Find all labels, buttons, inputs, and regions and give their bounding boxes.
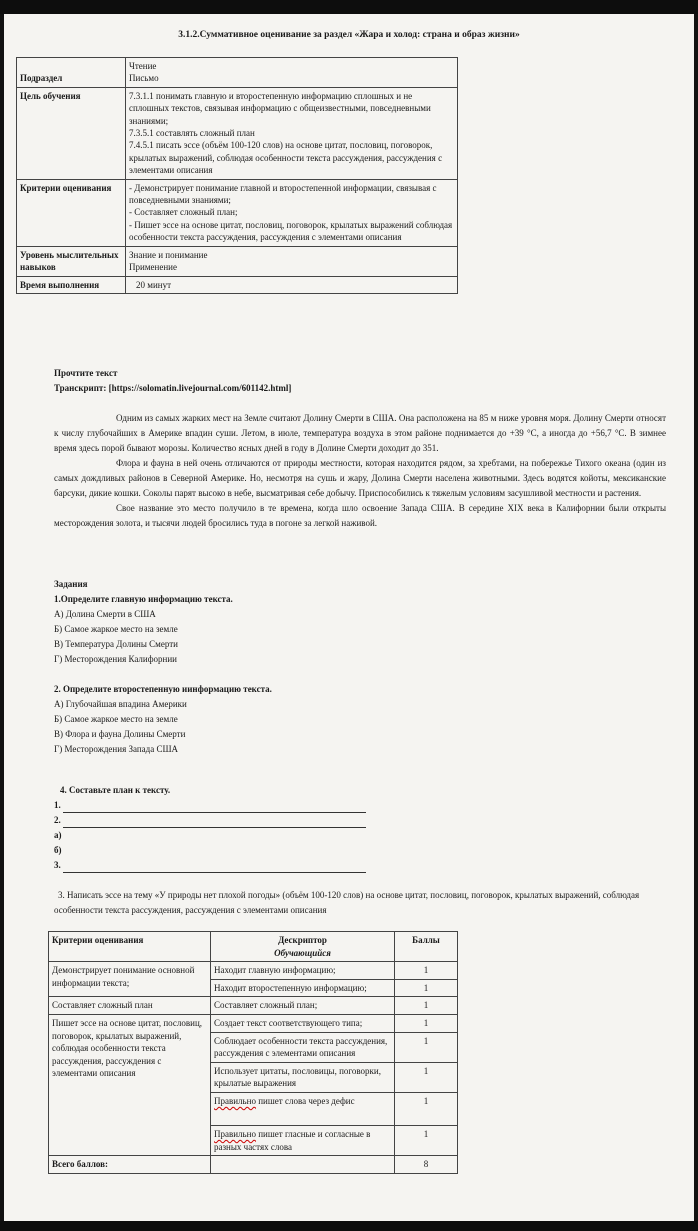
option: Б) Самое жаркое место на земле — [54, 714, 178, 724]
descriptor-text: пишет слова через дефис — [255, 1095, 355, 1106]
row-value — [126, 58, 458, 88]
descriptor-word: Правильно — [214, 1095, 256, 1106]
plan-number: 3. — [54, 860, 61, 870]
plan-line[interactable] — [54, 813, 366, 828]
header-descriptor — [211, 932, 395, 962]
descriptor-cell: Соблюдает особенности текста рассуждения, рассуждения с элементами описания — [211, 1032, 395, 1062]
points-cell: 1 — [395, 962, 458, 980]
transcript-label: Транскрипт: — [54, 383, 107, 393]
table-row — [17, 58, 458, 88]
paragraph: Свое название это место получило в те времена, когда шло освоение Запада США. В середине XIX века в Калифорнии были открыты месторождения золота, и тысячи людей бросились туда в погоне за легкой наживой. — [54, 503, 666, 528]
task2-title: 2. Определите второстепенную иинформацию текста. — [54, 684, 272, 694]
plan-section — [54, 783, 366, 873]
row-value — [126, 87, 458, 179]
plan-number: 1. — [54, 800, 61, 810]
points-cell: 1 — [395, 1062, 458, 1092]
points-cell: 1 — [395, 979, 458, 997]
top-dark-bar — [0, 0, 698, 14]
table-row — [17, 276, 458, 293]
row-value — [126, 179, 458, 246]
row-key: Подраздел — [17, 58, 126, 88]
row-key: Время выполнения — [17, 276, 126, 293]
table-row — [49, 1156, 458, 1174]
header-criteria: Критерии оценивания — [49, 932, 211, 962]
paragraph: Флора и фауна в ней очень отличаются от природы местности, которая находится рядом, за хребтами, на побережье Тихого океана (один из самых дождливых районов в Северной Америке. Но, несмотря на сушь и жару, Долина Смерти населена животными. Здесь водятся койоты, мексиканские барсуки, дикие кошки. Соколы парят высоко в небе, высматривая себе добычу. Приспособились к тяжелым условиям засушливой местности и растения. — [54, 458, 666, 498]
value-line: - Составляет сложный план; — [129, 207, 238, 218]
document-title: 3.1.2.Суммативное оценивание за раздел «Жара и холод: страна и образ жизни» — [178, 30, 520, 40]
header-points: Баллы — [395, 932, 458, 962]
descriptor-cell: Находит второстепенную информацию; — [211, 979, 395, 997]
value-line: Применение — [129, 262, 177, 273]
row-key: Уровень мыслительных навыков — [17, 246, 126, 276]
task3-text: 3. Написать эссе на тему «У природы нет плохой погоды» (объём 100-120 слов) на основе цитат, пословиц, поговорок, крылатых выражений, соблюдая особенности текста рассуждения, рассуждения с элементами описания — [54, 890, 640, 915]
plan-number: 2. — [54, 815, 61, 825]
value-line: 7.4.5.1 писать эссе (объём 100-120 слов) на основе цитат, пословиц, поговорок, крылатых выражений, соблюдая особенности текста рассуждения, рассуждения с элементами описания — [129, 140, 443, 176]
table-row — [17, 87, 458, 179]
descriptor-word: Правильно — [214, 1128, 256, 1139]
option: Г) Месторождения Калифорнии — [54, 654, 177, 664]
descriptor-cell: Находит главную информацию; — [211, 962, 395, 980]
points-cell: 1 — [395, 1092, 458, 1125]
task4-title: 4. Составьте план к тексту. — [60, 785, 171, 795]
read-heading: Прочтите текст — [54, 368, 118, 378]
descriptor-text: пишет гласные и согласные в разных частях слова — [214, 1128, 371, 1152]
rubric-table — [48, 931, 458, 1174]
value-line: Знание и понимание — [129, 249, 208, 260]
criterion-cell: Демонстрирует понимание основной информации текста; — [49, 962, 211, 997]
plan-line[interactable] — [54, 858, 366, 873]
plan-sub-item: а) — [54, 830, 62, 840]
descriptor-cell: Составляет сложный план; — [211, 997, 395, 1015]
option: В) Флора и фауна Долины Смерти — [54, 729, 186, 739]
info-table — [16, 57, 458, 294]
plan-line[interactable] — [54, 798, 366, 813]
table-row — [17, 246, 458, 276]
plan-sub-item: б) — [54, 845, 62, 855]
descriptor-cell — [211, 1092, 395, 1125]
option: В) Температура Долины Смерти — [54, 639, 178, 649]
option: А) Глубочайшая впадина Америки — [54, 699, 187, 709]
option: Г) Месторождения Запада США — [54, 744, 179, 754]
descriptor-cell: Создает текст соответствующего типа; — [211, 1014, 395, 1032]
points-cell: 1 — [395, 1125, 458, 1155]
value-line: Письмо — [129, 73, 159, 84]
bottom-dark-bar — [0, 1221, 698, 1231]
value-line: 7.3.1.1 понимать главную и второстепенную информацию сплошных и не сплошных текстов, связывая информацию с общеизвестными, повседневными знаниями; — [129, 90, 431, 126]
value-line: Чтение — [129, 61, 157, 71]
paragraph: Одним из самых жарких мест на Земле считают Долину Смерти в США. Она расположена на 85 м ниже уровня моря. Долину Смерти относят к числу глубочайших в Америке впадин суши. Летом, в июле, температура воздуха в этом районе поднимается до +39 °С, а иногда до +56,7 °С. В зимнее время здесь порой бывают морозы. Количество ясных дней в году в Долине Смерти доходит до 351. — [54, 413, 666, 453]
table-row — [49, 997, 458, 1015]
points-cell: 1 — [395, 1032, 458, 1062]
document-page — [4, 14, 694, 1221]
descriptor-cell — [211, 1125, 395, 1155]
transcript-line — [54, 381, 666, 396]
empty-cell — [211, 1156, 395, 1174]
row-key: Критерии оценивания — [17, 179, 126, 246]
tasks-section — [54, 577, 272, 757]
value-line: 7.3.5.1 составлять сложный план — [129, 128, 255, 139]
points-cell: 1 — [395, 1014, 458, 1032]
tasks-heading: Задания — [54, 579, 88, 589]
reading-section — [54, 366, 666, 531]
table-row — [49, 962, 458, 980]
option: А) Долина Смерти в США — [54, 609, 156, 619]
answer-rule — [63, 816, 366, 828]
row-value — [126, 246, 458, 276]
total-points: 8 — [395, 1156, 458, 1174]
row-key: Цель обучения — [17, 87, 126, 179]
task1-title: 1.Определите главную информацию текста. — [54, 594, 233, 604]
transcript-link[interactable]: [https://solomatin.livejournal.com/601142.html] — [108, 383, 292, 393]
row-value: 20 минут — [126, 276, 458, 293]
answer-rule — [63, 861, 366, 873]
descriptor-title: Дескриптор — [278, 935, 327, 945]
table-row — [17, 179, 458, 246]
table-row — [49, 1014, 458, 1032]
table-row — [49, 932, 458, 962]
criterion-cell: Пишет эссе на основе цитат, пословиц, поговорок, крылатых выражений, соблюдая особенности текста рассуждения, рассуждения с элементами описания — [49, 1014, 211, 1155]
option: Б) Самое жаркое место на земле — [54, 624, 178, 634]
points-cell: 1 — [395, 997, 458, 1015]
total-label: Всего баллов: — [49, 1156, 211, 1174]
value-line: - Демонстрирует понимание главной и второстепенной информации, связывая с повседневными знаниями; — [129, 182, 437, 206]
descriptor-cell: Использует цитаты, пословицы, поговорки, крылатые выражения — [211, 1062, 395, 1092]
value-line: - Пишет эссе на основе цитат, пословиц, поговорок, крылатых выражений соблюдая особенности текста рассуждения, рассуждения с элементами описания — [129, 219, 453, 243]
criterion-cell: Составляет сложный план — [49, 997, 211, 1015]
answer-rule — [63, 801, 366, 813]
descriptor-subtitle: Обучающийся — [274, 947, 331, 958]
